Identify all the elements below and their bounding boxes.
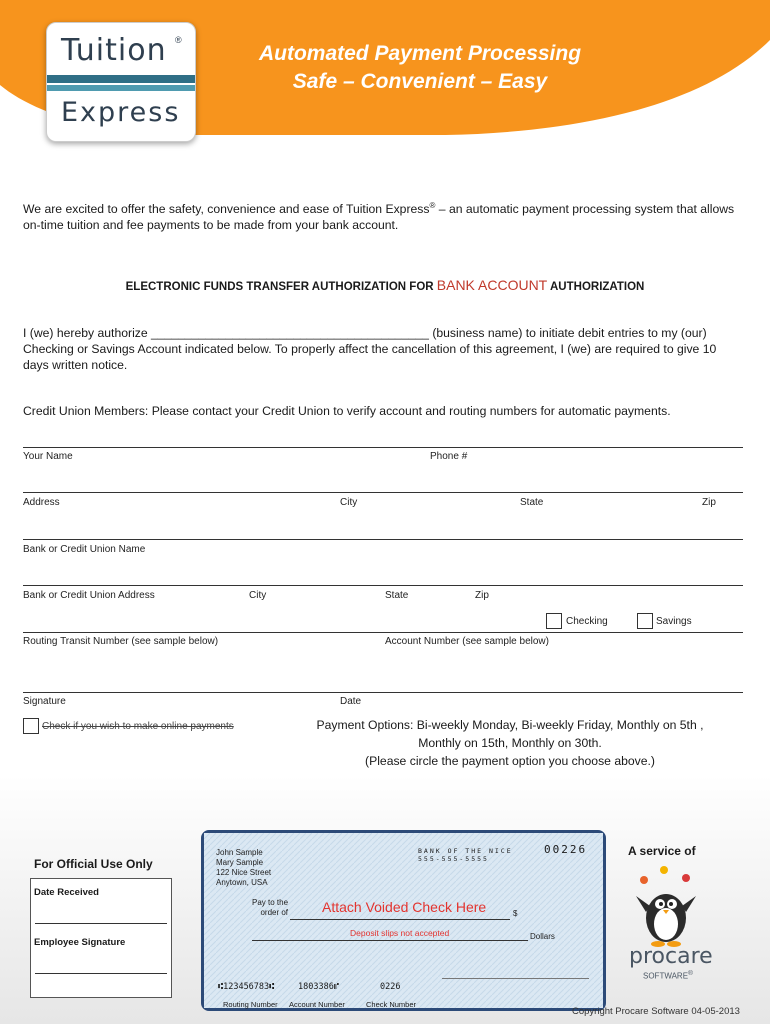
payment-options-line3: (Please circle the payment option you choose above.) <box>365 754 655 768</box>
pay-to-label: Pay to the order of <box>252 898 289 917</box>
check-bank: BANK OF THE NICE 555-555-5555 <box>418 847 513 863</box>
dollar-sign: $ <box>513 909 518 918</box>
date-received-label: Date Received <box>34 887 99 898</box>
official-use-box <box>30 878 172 998</box>
bank-state-label: State <box>385 590 409 601</box>
header-title: Automated Payment Processing <box>258 42 582 65</box>
check-signature-line <box>442 978 589 979</box>
check-owner: John Sample Mary Sample 122 Nice Street Anytown, USA <box>216 848 272 887</box>
official-use-title: For Official Use Only <box>34 857 153 871</box>
account-label: Account Number (see sample below) <box>385 636 549 647</box>
procare-software: SOFTWARE® <box>643 970 693 981</box>
signature-line[interactable] <box>23 692 743 693</box>
copyright: Copyright Procare Software 04-05-2013 <box>572 1006 740 1017</box>
name-phone-line[interactable] <box>23 447 743 448</box>
check-number-label: Check Number <box>366 1000 417 1009</box>
logo-top-text: Tuition <box>61 33 167 68</box>
employee-signature-label: Employee Signature <box>34 937 126 948</box>
routing-label: Routing Transit Number (see sample below) <box>23 636 219 647</box>
bank-address-label: Bank or Credit Union Address <box>23 590 155 601</box>
checking-checkbox[interactable] <box>546 613 562 629</box>
address-label: Address <box>23 497 60 508</box>
payment-options-line2: Monthly on 15th, Monthly on 30th. <box>418 736 602 750</box>
city-label: City <box>340 497 358 508</box>
logo-bottom-text: Express <box>61 97 181 128</box>
checking-label: Checking <box>566 616 608 627</box>
your-name-label: Your Name <box>23 451 73 462</box>
payment-options <box>250 716 770 770</box>
bank-city-label: City <box>249 590 267 601</box>
sample-check <box>201 830 606 1011</box>
micr-routing: ⑆123456783⑆ <box>218 982 275 992</box>
dollars-label: Dollars <box>530 932 555 941</box>
amount-line <box>252 940 528 941</box>
tuition-express-logo <box>46 22 196 142</box>
micr-check: 0226 <box>380 982 401 992</box>
address-line[interactable] <box>23 492 743 493</box>
payment-options-line1: Payment Options: Bi-weekly Monday, Bi-weekly Friday, Monthly on 5th , <box>316 718 704 732</box>
state-label: State <box>520 497 544 508</box>
online-payments-checkbox[interactable] <box>23 718 39 734</box>
credit-union-note: Credit Union Members: Please contact your Credit Union to verify account and routing numbers for automatic payments. <box>23 404 671 418</box>
routing-account-line[interactable] <box>23 632 743 633</box>
online-payments-label: Check if you wish to make online payments <box>42 721 234 732</box>
zip-label: Zip <box>702 497 716 508</box>
bank-zip-label: Zip <box>475 590 489 601</box>
service-of-label: A service of <box>628 844 696 858</box>
date-label: Date <box>340 696 362 707</box>
procare-penguin-icon <box>634 866 698 948</box>
bank-name-label: Bank or Credit Union Name <box>23 544 146 555</box>
employee-signature-line[interactable] <box>35 973 167 974</box>
account-number-label: Account Number <box>289 1000 345 1009</box>
routing-number-label: Routing Number <box>223 1000 278 1009</box>
attach-check-text: Attach Voided Check Here <box>322 899 487 915</box>
check-number: 00226 <box>544 843 588 856</box>
bank-name-line[interactable] <box>23 539 743 540</box>
savings-checkbox[interactable] <box>637 613 653 629</box>
signature-label: Signature <box>23 696 66 707</box>
header-subtitle: Safe – Convenient – Easy <box>292 70 548 93</box>
date-received-line[interactable] <box>35 923 167 924</box>
deposit-slips-note: Deposit slips not accepted <box>350 928 450 938</box>
phone-label: Phone # <box>430 451 468 462</box>
savings-label: Savings <box>656 616 692 627</box>
micr-account: 1803386⑈ <box>298 982 339 992</box>
bank-address-line[interactable] <box>23 585 743 586</box>
bank-account-highlight: BANK ACCOUNT <box>436 277 548 293</box>
payee-line <box>290 919 510 920</box>
logo-registered: ® <box>175 35 182 45</box>
intro-paragraph: We are excited to offer the safety, convenience and ease of Tuition Express® – an automatic payment processing system that allows on-time tuition and fee payments to be made from your bank account. <box>23 201 735 233</box>
logo-swoosh <box>47 75 195 97</box>
authorization-paragraph: I (we) hereby authorize _________________________________________ (business name) to initiate debit entries to my (our) Checking or Savings Account indicated below. To properly affect the cancellation of this agreement, I (we) are required to give 10 days written notice. <box>23 326 717 372</box>
procare-brand: procare <box>629 944 713 969</box>
eft-heading: ELECTRONIC FUNDS TRANSFER AUTHORIZATION FOR BANK ACCOUNT AUTHORIZATION <box>125 277 645 293</box>
